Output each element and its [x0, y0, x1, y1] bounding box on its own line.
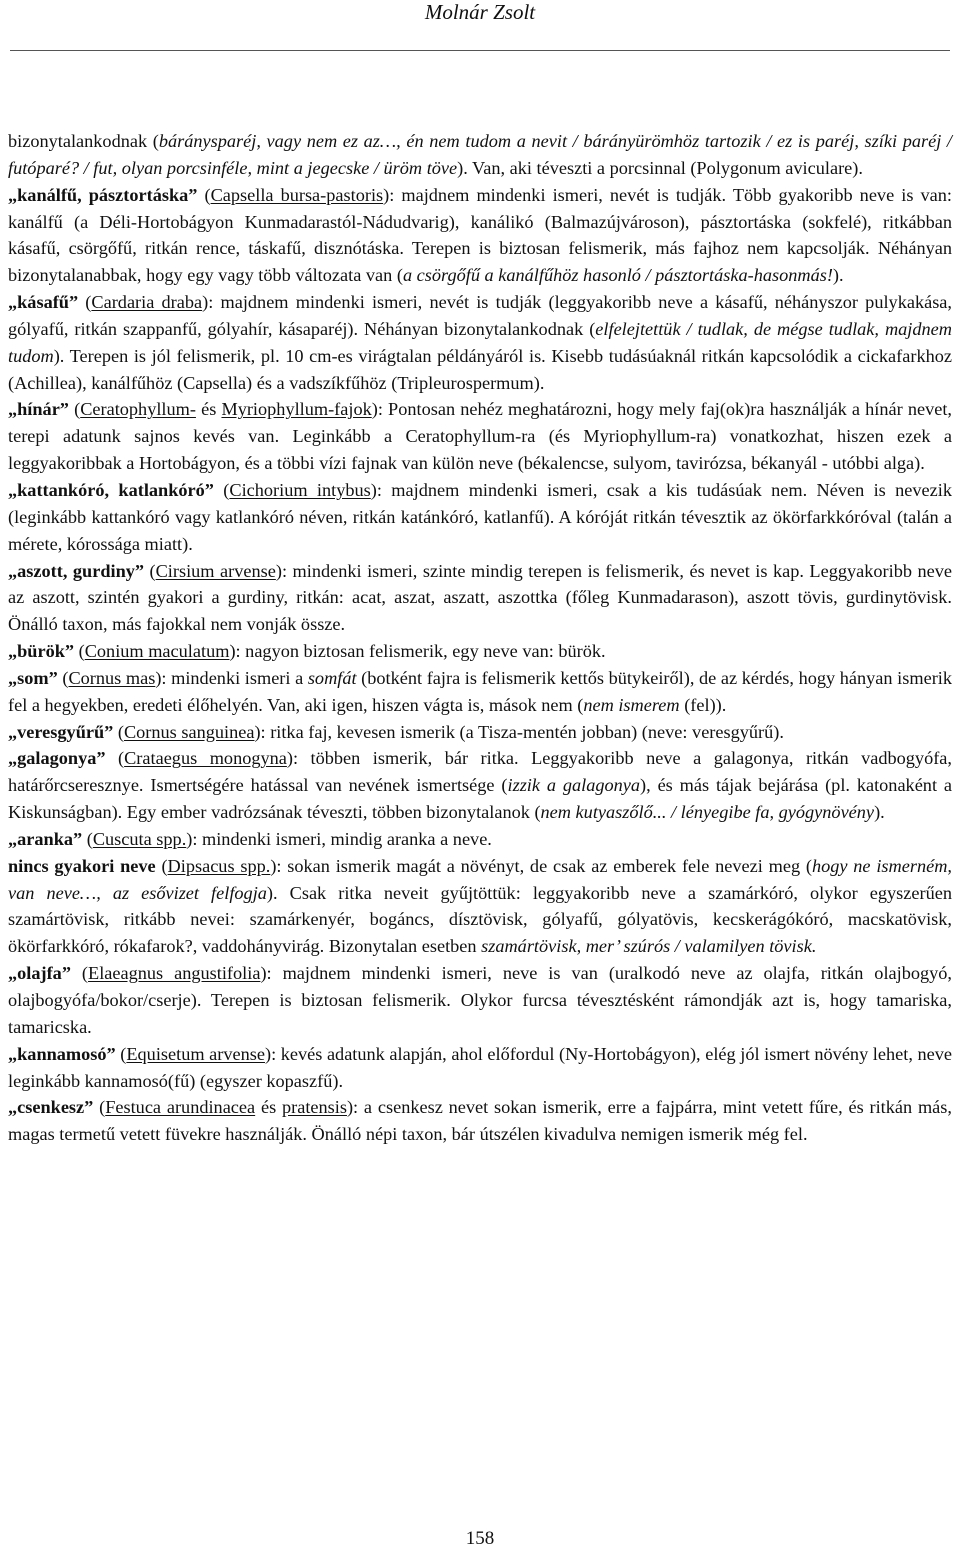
paragraph: [8, 289, 952, 396]
latin-name: Cuscuta spp.: [92, 828, 187, 849]
text-run: (: [144, 560, 156, 581]
text-run: (: [74, 641, 85, 662]
text-run: ): többen ismerik, bár ritka. Leggyakoribb neve a galagonya, ritkán vadbogyófa, határőrcseresznye. Ismertségére hatással van nevének ismertsége (: [8, 748, 952, 796]
paragraph: [8, 128, 952, 182]
paragraph: [8, 960, 952, 1041]
quote: báránysparéj, vagy nem ez az…, én nem tudom a nevit / bárányürömhöz tartozik / ez is paréj, szíki paréj / futóparé? / fut, olyan porcsinféle, mint a jegecske / üröm töve: [8, 131, 953, 178]
paragraph: [8, 826, 952, 853]
text-run: ): Pontosan nehéz meghatározni, hogy mely faj(ok)ra használják a hínár nevet, terepi adatunk sajnos kevés van. Leginkább a Ceratophyllum-ra (és Myriophyllum-ra) vonatkozhat, hiszen ezek a leggyakoribbak a Hortobágyon, és a többi vízi fajnak van külön neve (békalencse, sulyom, tavirózsa, békanyál - utóbbi alga).: [8, 399, 952, 474]
text-run: és: [195, 399, 222, 420]
latin-name: Cirsium arvense: [155, 560, 276, 581]
paragraph: [8, 1094, 952, 1148]
quote: somfát: [307, 667, 357, 688]
latin-name: Cornus sanguinea: [123, 721, 255, 742]
page-number: 158: [465, 1528, 495, 1549]
text-run: ): nagyon biztosan felismerik, egy neve van: bürök.: [229, 641, 606, 662]
paragraph: [8, 665, 952, 719]
header-author: Molnár Zsolt: [424, 0, 536, 24]
text-run: (: [113, 721, 124, 742]
term: „aranka”: [8, 828, 83, 849]
latin-name: Festuca arundinacea: [105, 1097, 256, 1118]
term: „hínár”: [8, 399, 69, 420]
text-run: (: [115, 1043, 127, 1064]
text-run: ).: [874, 802, 885, 823]
text-run: (: [68, 399, 81, 420]
paragraph: [8, 182, 952, 289]
text-run: (botként fajra is felismerik kettős bütykeiről), de az kérdés, hogy hányan ismerik fel a hegyekben, eredeti élőhelyén. Van, aki igen, hiszen vágta is, mások nem (: [8, 667, 952, 715]
text-run: ): mindenki ismeri, mindig aranka a neve.: [186, 828, 492, 849]
latin-name: pratensis: [281, 1097, 347, 1118]
quote: elfelejtettük / tudlak, de mégse tudlak, majdnem tudom: [8, 318, 952, 366]
text-run: (: [155, 855, 168, 876]
term: „galagonya”: [8, 748, 106, 769]
quote: a csörgőfű a kanálfűhöz hasonló / pásztortáska-hasonmás!: [402, 265, 833, 286]
paragraph: [8, 477, 952, 558]
paragraph: [8, 396, 952, 477]
paragraph: [8, 719, 952, 746]
latin-name: Capsella bursa-pastoris: [210, 184, 384, 205]
quote: nem ismerem: [583, 694, 680, 715]
latin-name: Conium maculatum: [84, 641, 230, 662]
text-run: ): ritka faj, kevesen ismerik (a Tisza-mentén jobban) (neve: veresgyűrű).: [254, 721, 784, 742]
term: nincs gyakori neve: [8, 855, 156, 876]
quote: hogy ne ismerném, van neve…, az esővizet felfogja: [8, 855, 952, 903]
text-run: ): sokan ismerik magát a növényt, de csak az emberek fele nevezi meg (: [270, 855, 812, 876]
latin-name: Ceratophyllum-: [80, 399, 196, 420]
term: „aszott, gurdiny”: [8, 560, 145, 581]
paragraph: [8, 558, 952, 639]
text-run: ). Van, aki téveszti a porcsinnal (Polygonum aviculare).: [457, 157, 863, 178]
text-run: ), és más tájak bejárása (pl. katonaként a Kiskunságban). Egy ember vadrózsának téveszti, többen bizonytalanok (: [8, 775, 953, 823]
latin-name: Dipsacus spp.: [167, 855, 271, 876]
text-run: (: [213, 479, 230, 500]
paragraph: [8, 745, 952, 826]
text-run: ).: [832, 265, 844, 286]
term: „kannamosó”: [8, 1043, 116, 1064]
quote: nem kutyaszőlő... / lényegibe fa, gyógynövény: [540, 802, 875, 823]
text-run: és: [255, 1097, 282, 1118]
term: „bürök”: [8, 641, 75, 662]
latin-name: Cichorium intybus: [229, 479, 371, 500]
quote: szamártövisk, mer’ szúrós / valamilyen tövisk.: [481, 936, 817, 957]
text-run: (: [105, 748, 125, 769]
text-run: (: [57, 667, 69, 688]
text-run: ): kevés adatunk alapján, ahol előfordul (Ny-Hortobágyon), elég jól ismert növény lehet, neve leginkább kannamosó(fű) (egyszer kopaszfű).: [8, 1043, 952, 1091]
text-run: (: [78, 292, 92, 313]
body-text: [8, 128, 952, 1148]
text-run: ): majdnem mindenki ismeri, csak a kis tudásúak nem. Néven is nevezik (leginkább kattankóró vagy katlankóró néven, ritkán katánkóró, katlanfű). A kóróját ritkán tévesztik az ökörfarkkóróval (talán a mérete, kórossága miatt).: [8, 479, 952, 554]
term: „csenkesz”: [8, 1097, 94, 1118]
term: „som”: [8, 667, 58, 688]
latin-name: Myriophyllum-fajok: [221, 399, 372, 420]
text-run: ): majdnem mindenki ismeri, nevét is tudják (leggyakoribb neve a kásafű, néhányszor pulykakása, gólyafű, ritkán szappanfű, gólyahír, kásaparéj). Néhányan bizonytalankodnak (: [8, 292, 952, 339]
text-run: (: [70, 963, 89, 984]
term: „kásafű”: [8, 292, 79, 313]
text-run: (: [82, 828, 93, 849]
quote: izzik a galagonya: [507, 775, 641, 796]
text-run: ). Terepen is jól felismerik, pl. 10 cm-es virágtalan példányáról is. Kisebb tudásúaknál ritkán kapcsolódik a cickafarkhoz (Achillea), kanálfűhöz (Capsella) és a vadszíkfűhöz (Tripleurospermum).: [8, 345, 952, 393]
paragraph: [8, 853, 952, 960]
latin-name: Equisetum arvense: [126, 1043, 265, 1064]
paragraph: [8, 638, 952, 665]
latin-name: Cornus mas: [68, 667, 156, 688]
text-run: ): mindenki ismeri, szinte mindig terepen is felismerik, és nevet is kap. Leggyakoribb neve az aszott, szintén gyakori a gurdiny, ritkán: acat, aszat, aszatt, aszottka (főleg Kunmadarason), aszott tövis, gurdinytövisk. Önálló taxon, más fajokkal nem vonják össze.: [8, 560, 952, 635]
text-run: ): a csenkesz nevet sokan ismerik, erre a fajpárra, mint vetett fűre, és ritkán más, magas termetű vetett füvekre használják. Önálló népi taxon, bár útszélen kivadulva nemigen ismerik még fel.: [8, 1097, 952, 1145]
term: „olajfa”: [8, 963, 71, 984]
latin-name: Elaeagnus angustifolia: [88, 963, 261, 984]
text-run: (: [197, 184, 211, 205]
header-rule: [10, 50, 950, 51]
text-run: (: [93, 1097, 106, 1118]
text-run: ): majdnem mindenki ismeri, nevét is tudják. Több gyakoribb neve is van: kanálfű (a Déli-Hortobágyon Kunmadarastól-Nádudvarig), kanálikó (Balmazújvároson), pásztortáska (sokfelé), ritkábban kásafű, csörgőfű, ritkán rence, táskafű, disznótáska. Terepen is biztosan felismerik, más fajhoz nem kapcsolják. Néhányan bizonytalanabbak, hogy egy vagy több változata van (: [8, 184, 952, 286]
text-run: ): majdnem mindenki ismeri, neve is van (uralkodó neve az olajfa, ritkán olajbogyó, olajbogyófa/bokor/cserje). Terepen is biztosan felismerik. Olykor furcsa tévesztésként rámondják azt is, hogy tamariska, tamaricska.: [8, 963, 952, 1037]
latin-name: Cardaria draba: [91, 292, 203, 313]
term: „kanálfű, pásztortáska”: [8, 184, 198, 205]
term: „veresgyűrű”: [8, 721, 114, 742]
text-run: bizonytalankodnak (: [8, 131, 159, 151]
term: „kattankóró, katlankóró”: [8, 479, 214, 500]
latin-name: Crataegus monogyna: [124, 748, 287, 769]
text-run: (fel)).: [679, 694, 727, 715]
text-run: ): mindenki ismeri a: [155, 667, 308, 688]
paragraph: [8, 1041, 952, 1095]
text-run: ). Csak ritka neveit gyűjtöttük: leggyakoribb neve a szamárkóró, olykor egyszerűen szamártövisk, ritkább nevei: szamárkenyér, bogáncs, dísztövisk, gólyafű, gólyatövis, kecskerágókóró, macskatövisk, ökörfarkkóró, rókafarok?, vaddohányvirág. Bizonytalan esetben: [8, 882, 952, 957]
running-header: [0, 0, 960, 40]
